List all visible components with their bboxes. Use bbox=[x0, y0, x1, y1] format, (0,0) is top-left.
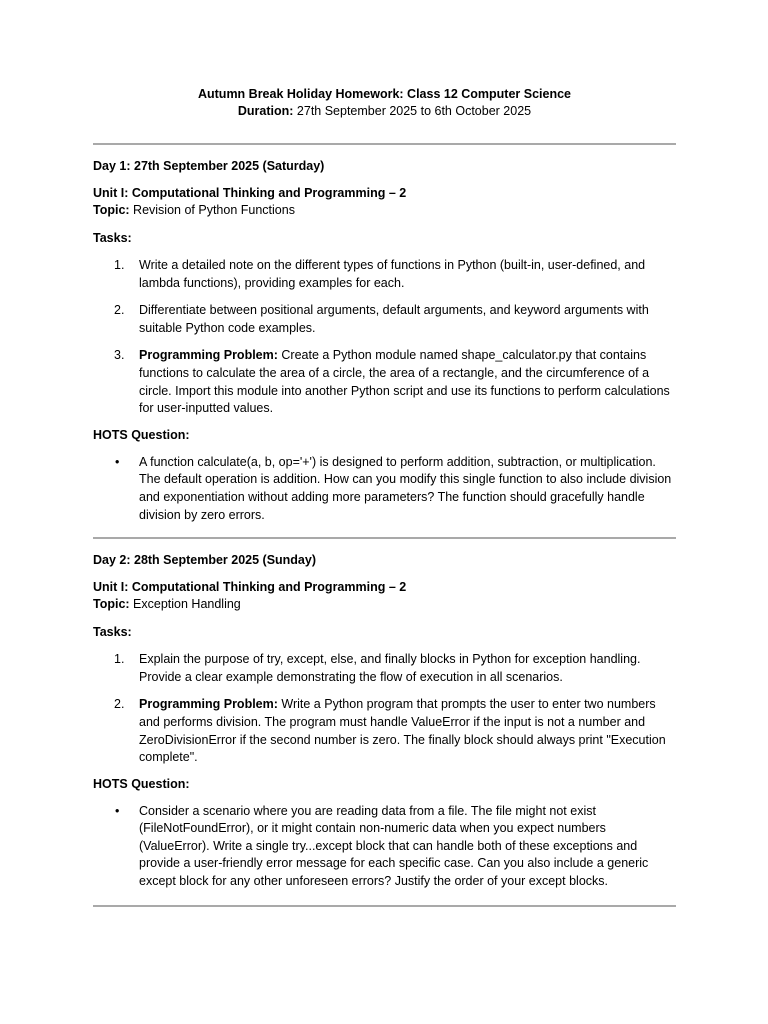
task-text: Write a Python program that prompts the user to enter two numbers and performs division. The program must handle ValueError if the input is not a number and ZeroDivisionError if the second number is zero. The finally block should always print "Execution complete". bbox=[139, 697, 666, 765]
day-section-1 bbox=[93, 158, 676, 524]
task-item bbox=[93, 257, 676, 292]
topic-line bbox=[93, 202, 676, 219]
duration-label: Duration: bbox=[237, 104, 294, 118]
task-text: Create a Python module named shape_calculator.py that contains functions to calculate the area of a circle, the area of a rectangle, and the circumference of a circle. Import this module into another Python script and use its functions to perform calculations for user-inputted values. bbox=[139, 348, 670, 416]
day-heading: Day 2: 28th September 2025 (Sunday) bbox=[93, 553, 316, 568]
hots-text: Consider a scenario where you are reading data from a file. The file might not exist (FileNotFoundError), or it might contain non-numeric data when you expect numbers (ValueError). Write a single try...except block that can handle both of these exceptions and provide a user-friendly error message for each specific case. Can you also include a generic except block for any other unforeseen errors? Justify the order of your except blocks. bbox=[139, 803, 649, 889]
task-list bbox=[93, 651, 676, 767]
hots-item bbox=[93, 803, 676, 891]
day-section-2 bbox=[93, 552, 676, 891]
document-title: Autumn Break Holiday Homework: Class 12 Computer Science bbox=[197, 87, 572, 101]
hots-label: HOTS Question: bbox=[93, 427, 190, 442]
task-text: Write a detailed note on the different types of functions in Python (built-in, user-defined, and lambda functions), providing examples for each. bbox=[139, 258, 646, 290]
task-item bbox=[93, 302, 676, 337]
tasks-label: Tasks: bbox=[93, 625, 132, 640]
task-number: 1. bbox=[114, 258, 125, 272]
task-item bbox=[93, 696, 676, 766]
topic-label: Topic: bbox=[93, 597, 130, 612]
bullet-icon: • bbox=[115, 454, 120, 469]
unit-topic-block bbox=[93, 185, 676, 219]
topic-value: Exception Handling bbox=[129, 597, 241, 612]
task-bold-lead: Programming Problem: bbox=[139, 348, 278, 363]
task-number: 2. bbox=[114, 697, 125, 712]
divider bbox=[93, 537, 676, 539]
task-text: Explain the purpose of try, except, else, and finally blocks in Python for exception handling. Provide a clear example demonstrating the flow of execution in all scenarios. bbox=[139, 652, 641, 684]
task-number: 1. bbox=[114, 652, 125, 667]
task-list bbox=[93, 257, 676, 418]
divider bbox=[93, 143, 676, 145]
topic-value: Revision of Python Functions bbox=[129, 203, 295, 217]
unit-topic-block bbox=[93, 579, 676, 613]
bullet-icon: • bbox=[115, 803, 120, 818]
unit-title: Unit I: Computational Thinking and Programming – 2 bbox=[93, 186, 407, 200]
tasks-label: Tasks: bbox=[93, 231, 132, 245]
day-heading: Day 1: 27th September 2025 (Saturday) bbox=[93, 159, 325, 173]
topic-line bbox=[93, 596, 676, 613]
task-bold-lead: Programming Problem: bbox=[139, 697, 278, 712]
hots-label: HOTS Question: bbox=[93, 776, 190, 791]
unit-title: Unit I: Computational Thinking and Programming – 2 bbox=[93, 580, 407, 595]
task-number: 3. bbox=[114, 348, 125, 363]
topic-label: Topic: bbox=[93, 203, 130, 217]
hots-item bbox=[93, 454, 676, 524]
task-item bbox=[93, 651, 676, 686]
task-text: Differentiate between positional arguments, default arguments, and keyword arguments with suitable Python code examples. bbox=[139, 303, 649, 335]
task-item bbox=[93, 347, 676, 417]
divider bbox=[93, 905, 676, 907]
hots-list bbox=[93, 803, 676, 891]
hots-list bbox=[93, 454, 676, 524]
document-page bbox=[93, 86, 676, 907]
hots-text: A function calculate(a, b, op='+') is designed to perform addition, subtraction, or multiplication. The default operation is addition. How can you modify this single function to also include division and exponentiation without adding more parameters? The function should gracefully handle division by zero errors. bbox=[139, 454, 672, 522]
duration-value: 27th September 2025 to 6th October 2025 bbox=[293, 104, 532, 118]
duration-line bbox=[93, 103, 676, 120]
document-header bbox=[93, 86, 676, 120]
task-number: 2. bbox=[114, 303, 125, 318]
